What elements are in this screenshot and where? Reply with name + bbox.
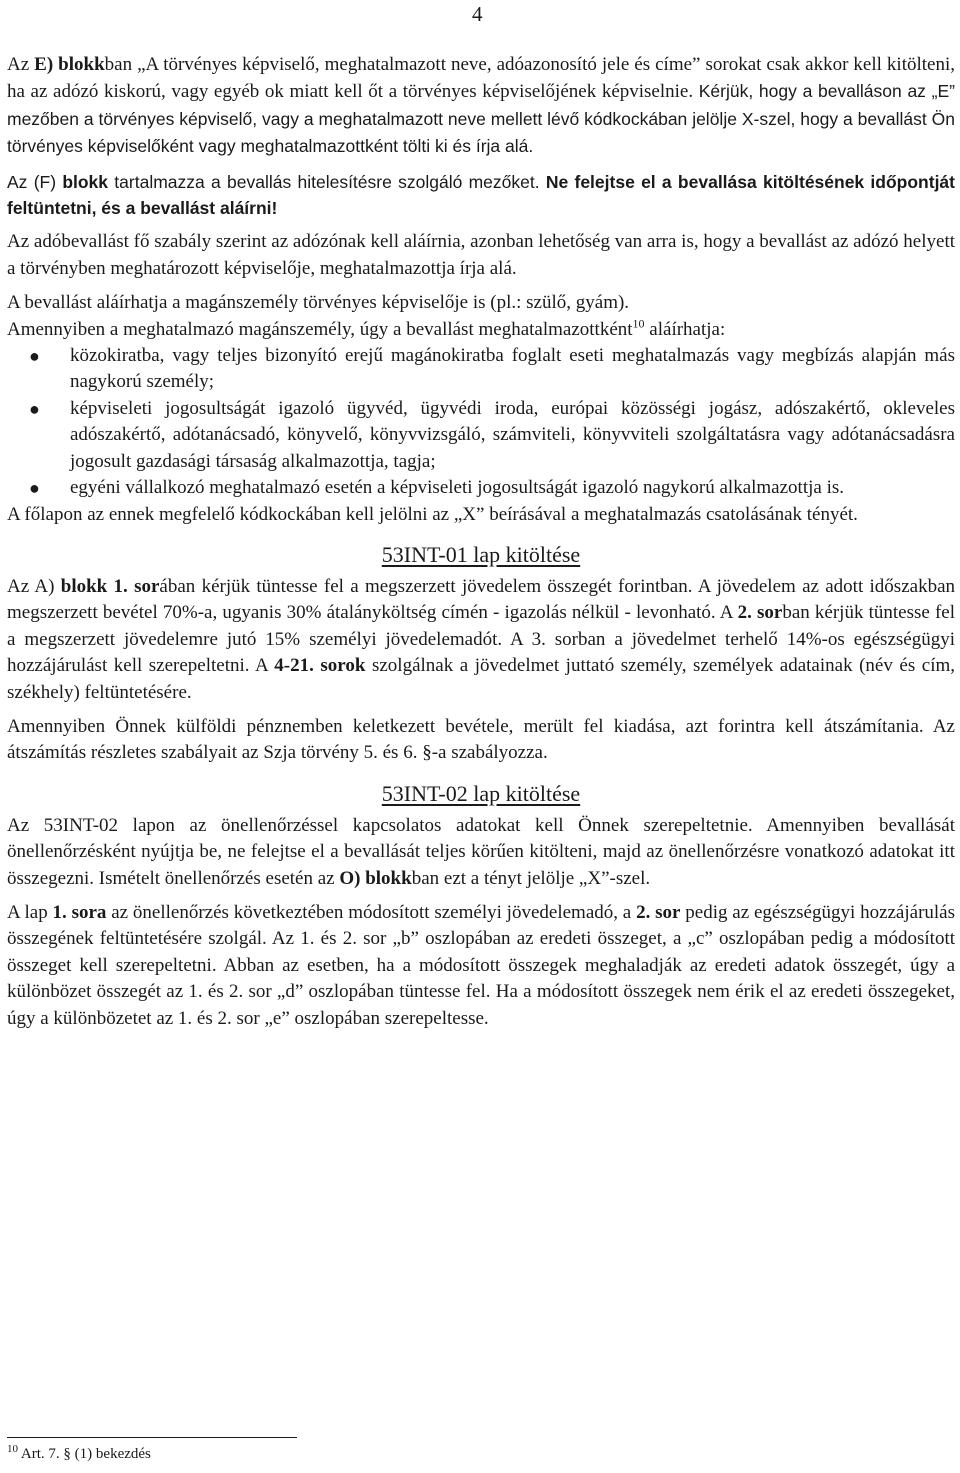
paragraph-53int-02-intro: Az 53INT-02 lapon az önellenőrzéssel kapcsolatos adatokat kell Önnek szerepeltetnie. Amennyiben bevallását önellenőrzésként nyújtja be, ne felejtse el a bevallását teljes körűen kitölteni, majd az önellenőrzésre vonatkozó adatokat itt összegezni. Ismételt önellenőrzés esetén az O) blokkban ezt a tényt jelölje „X”-szel. [7,814,955,889]
paragraph-53int-01: Az A) blokk 1. sorában kérjük tüntesse fel a megszerzett jövedelem összegét forintban. A jövedelem az adott időszakban megszerzett bevétel 70%-a, ugyanis 30% átalányköltség címén - igazolás nélkül - levonható. A 2. sorban kérjük tüntesse fel a megszerzett jövedelemre jutó 15% személyi jövedelemadót. A 3. sorban a jövedelmet terhelő 14%-os egészségügyi hozzájárulást kell szerepeltetni. A 4-21. sorok szolgálnak a jövedelmet juttató személy, személyek adatainak (név és cím, székhely) feltüntetésére. [7,575,956,703]
signature-reminder: Ne felejtse el a bevallása kitöltésének időpontját feltüntetni, és a bevallást aláírni! [7,171,955,219]
footnote-text: Art. 7. § (1) bekezdés [18,1446,151,1462]
e-block-instruction: Kérjük, hogy a bevalláson az „E” mezőben a törvényes képviselő, vagy a meghatalmazott neve mellett lévő kódkockában jelölje X-szel, hogy a bevallást Ön törvényes képviselőként vagy meghatalmazottként tölti ki és írja alá. [7,81,955,157]
list-item: ● közokiratba, vagy teljes bizonyító erejű magánokiratba foglalt eseti meghatalmazás vagy megbízás alapján más nagykorú személy; [29,345,955,393]
list-item: ● képviseleti jogosultságát igazoló ügyvéd, ügyvédi iroda, európai közösségi jogász, adószakértő, okleveles adószakértő, adótanácsadó, könyvelő, könyvvizsgáló, számviteli, könyvviteli szolgáltatásra vagy adótanácsadásra jogosult gazdasági társaság alkalmazottja, tagja; [29,397,955,472]
paragraph-attachment: A főlapon az ennek megfelelő kódkockában kell jelölni az „X” beírásával a meghatalmazás csatolásának tényét. [7,503,858,525]
list-item: ● egyéni vállalkozó meghatalmazó esetén a képviseleti jogosultságát igazoló nagykorú alkalmazottja is. [7,475,955,501]
footnote-ref: 10 [632,316,645,331]
bullet-icon: ● [29,346,40,367]
document-body [7,52,955,1032]
e-block-label: E) blokk [34,54,105,75]
section-heading-53int-02: 53INT-02 lap kitöltése [381,780,581,806]
proxy-list [7,343,955,501]
bullet-icon: ● [29,398,40,419]
paragraph-53int-02-rows: A lap 1. sora az önellenőrzés következtében módosított személyi jövedelemadó, a 2. sor pedig az egészségügyi hozzájárulás összegének feltüntetésére szolgál. Az 1. és 2. sor „b” oszlopában az eredeti összeget, a „c” oszlopában pedig a módosított összeget kell szerepeltetni. Abban az esetben, ha a módosított összegek meghaladják az eredeti adatok összegét, úgy a különbözet összegét az 1. és 2. sor „d” oszlopában tüntesse fel. Ha a módosított összegek nem érik el az eredeti összegeket, úgy a különbözetet az 1. és 2. sor „e” oszlopában szerepeltesse. [7,901,956,1029]
footnote [7,1444,151,1464]
paragraph-currency-conversion: Amennyiben Önnek külföldi pénznemben keletkezett bevétele, merült fel kiadása, azt forintra kell átszámítania. Az átszámítás részletes szabályait az Szja törvény 5. és 6. §-a szabályozza. [7,715,955,764]
footnote-number: 10 [7,1443,18,1455]
paragraph-e-block: Az E) blokkban „A törvényes képviselő, meghatalmazott neve, adóazonosító jele és címe” sorokat csak akkor kell kitölteni, ha az adózó kiskorú, vagy egyéb ok miatt kell őt a törvényes képviselőjének képviselnie. Kérjük, hogy a bevalláson az „E” mezőben a törvényes képviselő, vagy a meghatalmazott neve mellett lévő kódkockában jelölje X-szel, hogy a bevallást Ön törvényes képviselőként vagy meghatalmazottként tölti ki és írja alá. [7,54,956,157]
bullet-icon: ● [29,478,40,499]
page-number: 4 [472,2,483,26]
f-block-label: blokk [62,171,109,192]
paragraph-f-block: Az (F) blokk tartalmazza a bevallás hitelesítésre szolgáló mezőket. Ne felejtse el a bevallása kitöltésének időpontját feltüntetni, és a bevallást aláírni! [7,171,955,219]
paragraph-signing-rule: Az adóbevallást fő szabály szerint az adózónak kell aláírnia, azonban lehetőség van arra is, hogy a bevallást az adózó helyett a törvényben meghatározott képviselője, meghatalmazottja írja alá. [7,231,956,279]
o-block-label: O) blokk [339,867,412,889]
paragraph-legal-representative: A bevallást aláírhatja a magánszemély törvényes képviselője is (pl.: szülő, gyám). [7,292,630,314]
paragraph-proxy-intro: Amennyiben a meghatalmazó magánszemély, úgy a bevallást meghatalmazottként$^{10}$ aláírhatja: [7,316,726,340]
footnote-separator [7,1437,297,1438]
section-heading-53int-01: 53INT-01 lap kitöltése [381,541,581,567]
